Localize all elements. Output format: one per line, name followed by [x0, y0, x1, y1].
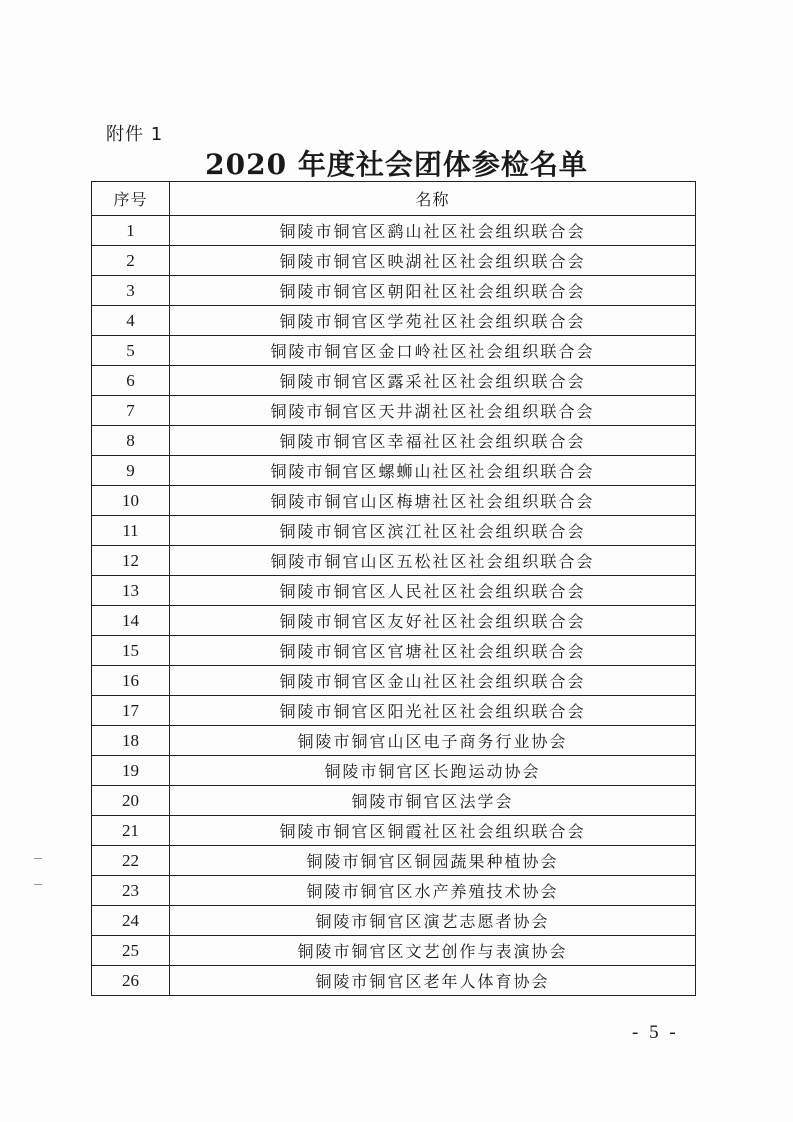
organization-name-cell: 铜陵市铜官山区电子商务行业协会 [170, 726, 696, 756]
row-index-cell: 14 [92, 606, 170, 636]
row-index-cell: 4 [92, 306, 170, 336]
row-index-cell: 16 [92, 666, 170, 696]
table-row [92, 816, 696, 846]
row-index-cell: 19 [92, 756, 170, 786]
row-index-cell: 10 [92, 486, 170, 516]
table-row [92, 606, 696, 636]
column-header-name: 名称 [170, 182, 696, 216]
table-row [92, 516, 696, 546]
organization-name-cell: 铜陵市铜官区朝阳社区社会组织联合会 [170, 276, 696, 306]
scan-mark [34, 858, 42, 859]
document-title: 2020 年度社会团体参检名单 [205, 148, 588, 181]
row-index-cell: 8 [92, 426, 170, 456]
row-index-cell: 26 [92, 966, 170, 996]
organization-name-cell: 铜陵市铜官区铜霞社区社会组织联合会 [170, 816, 696, 846]
row-index-cell: 3 [92, 276, 170, 306]
organization-name-cell: 铜陵市铜官区学苑社区社会组织联合会 [170, 306, 696, 336]
row-index-cell: 24 [92, 906, 170, 936]
row-index-cell: 18 [92, 726, 170, 756]
row-index-cell: 13 [92, 576, 170, 606]
organization-name-cell: 铜陵市铜官区阳光社区社会组织联合会 [170, 696, 696, 726]
table-row [92, 876, 696, 906]
page-number: - 5 - [632, 1022, 679, 1043]
organization-name-cell: 铜陵市铜官区螺蛳山社区社会组织联合会 [170, 456, 696, 486]
organization-name-cell: 铜陵市铜官山区五松社区社会组织联合会 [170, 546, 696, 576]
table-row [92, 936, 696, 966]
organization-name-cell: 铜陵市铜官区鹞山社区社会组织联合会 [170, 216, 696, 246]
table-row [92, 396, 696, 426]
scan-mark [34, 884, 42, 885]
organization-name-cell: 铜陵市铜官区友好社区社会组织联合会 [170, 606, 696, 636]
organization-name-cell: 铜陵市铜官区映湖社区社会组织联合会 [170, 246, 696, 276]
organization-name-cell: 铜陵市铜官区滨江社区社会组织联合会 [170, 516, 696, 546]
row-index-cell: 17 [92, 696, 170, 726]
table-row [92, 276, 696, 306]
organization-table [91, 181, 696, 996]
organization-name-cell: 铜陵市铜官区铜园蔬果种植协会 [170, 846, 696, 876]
column-header-index: 序号 [92, 182, 170, 216]
table-row [92, 906, 696, 936]
row-index-cell: 1 [92, 216, 170, 246]
row-index-cell: 20 [92, 786, 170, 816]
organization-name-cell: 铜陵市铜官区老年人体育协会 [170, 966, 696, 996]
row-index-cell: 21 [92, 816, 170, 846]
table-row [92, 576, 696, 606]
table-row [92, 366, 696, 396]
row-index-cell: 15 [92, 636, 170, 666]
row-index-cell: 6 [92, 366, 170, 396]
table-header-row [92, 182, 696, 216]
organization-name-cell: 铜陵市铜官区水产养殖技术协会 [170, 876, 696, 906]
table-row [92, 756, 696, 786]
row-index-cell: 2 [92, 246, 170, 276]
table-row [92, 246, 696, 276]
table-row [92, 456, 696, 486]
organization-name-cell: 铜陵市铜官区演艺志愿者协会 [170, 906, 696, 936]
table-row [92, 846, 696, 876]
table-row [92, 306, 696, 336]
table-row [92, 696, 696, 726]
row-index-cell: 22 [92, 846, 170, 876]
row-index-cell: 23 [92, 876, 170, 906]
table-row [92, 216, 696, 246]
row-index-cell: 12 [92, 546, 170, 576]
organization-name-cell: 铜陵市铜官区金口岭社区社会组织联合会 [170, 336, 696, 366]
table-row [92, 786, 696, 816]
organization-name-cell: 铜陵市铜官区长跑运动协会 [170, 756, 696, 786]
row-index-cell: 9 [92, 456, 170, 486]
organization-name-cell: 铜陵市铜官区人民社区社会组织联合会 [170, 576, 696, 606]
table-row [92, 966, 696, 996]
organization-name-cell: 铜陵市铜官区金山社区社会组织联合会 [170, 666, 696, 696]
table-row [92, 636, 696, 666]
table-row [92, 336, 696, 366]
table-row [92, 486, 696, 516]
table-row [92, 726, 696, 756]
organization-name-cell: 铜陵市铜官区露采社区社会组织联合会 [170, 366, 696, 396]
row-index-cell: 25 [92, 936, 170, 966]
organization-name-cell: 铜陵市铜官区天井湖社区社会组织联合会 [170, 396, 696, 426]
table-body [92, 216, 696, 996]
organization-name-cell: 铜陵市铜官区法学会 [170, 786, 696, 816]
organization-name-cell: 铜陵市铜官山区梅塘社区社会组织联合会 [170, 486, 696, 516]
row-index-cell: 7 [92, 396, 170, 426]
row-index-cell: 5 [92, 336, 170, 366]
row-index-cell: 11 [92, 516, 170, 546]
table-row [92, 546, 696, 576]
organization-name-cell: 铜陵市铜官区官塘社区社会组织联合会 [170, 636, 696, 666]
attachment-label: 附件 1 [106, 124, 164, 145]
table-row [92, 426, 696, 456]
organization-name-cell: 铜陵市铜官区幸福社区社会组织联合会 [170, 426, 696, 456]
table-row [92, 666, 696, 696]
organization-name-cell: 铜陵市铜官区文艺创作与表演协会 [170, 936, 696, 966]
